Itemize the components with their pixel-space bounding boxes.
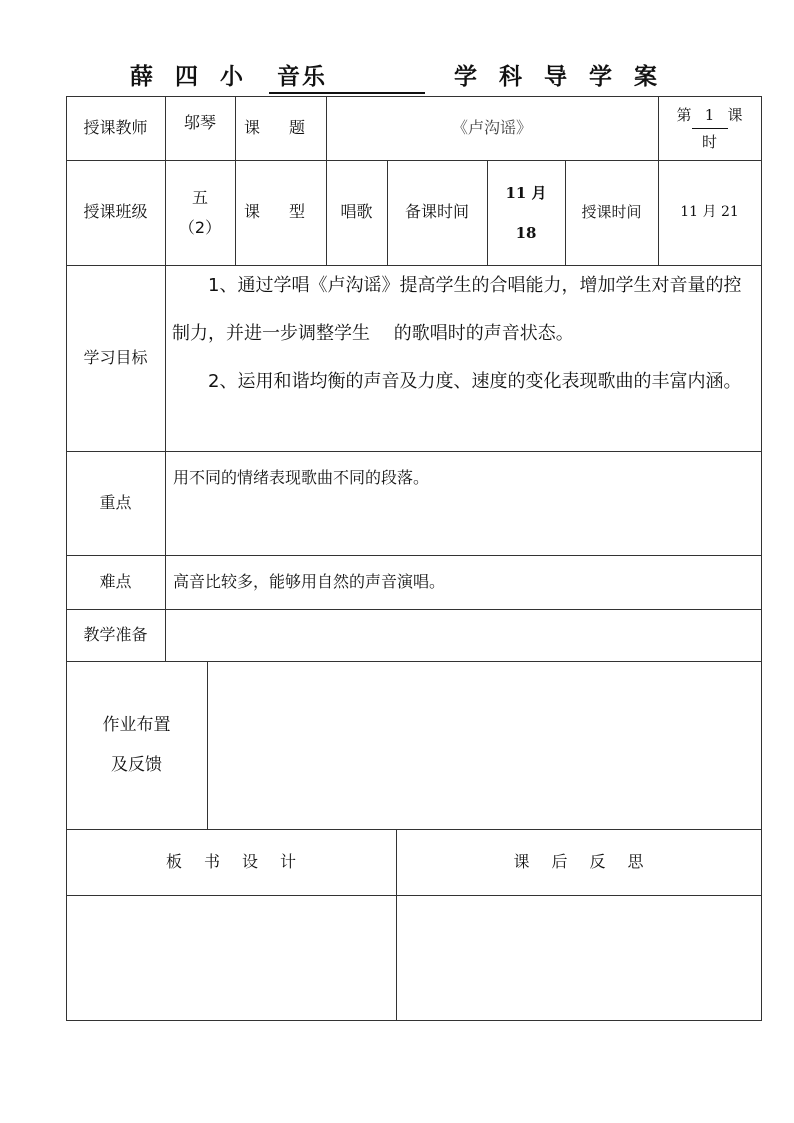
difficulty-value: 高音比较多，能够用自然的声音演唱。	[173, 571, 446, 591]
teacher-label: 授课教师	[83, 117, 148, 137]
teach-time-value: 11 月 21	[680, 203, 739, 220]
type-value: 唱歌	[340, 202, 373, 222]
lesson-count	[658, 96, 761, 160]
objectives-content	[172, 262, 750, 406]
table-border-right	[761, 96, 762, 1021]
topic-value: 《卢沟谣》	[451, 117, 532, 137]
lesson-count-line1	[676, 102, 742, 129]
table-border-bottom	[66, 1020, 762, 1021]
school-name: 薛 四 小	[129, 64, 250, 90]
lesson-suffix1: 课	[727, 105, 743, 124]
prep-time-day: 18	[515, 223, 537, 242]
homework-label-line2: 及反馈	[111, 755, 162, 775]
objective-item-1: 1、通过学唱《卢沟谣》提高学生的合唱能力，增加学生对音量的控制力，并进一步调整学生 的歌唱时的声音状态。	[172, 275, 742, 344]
prep-time-label: 备课时间	[404, 202, 469, 222]
teacher-value: 邬琴	[183, 113, 216, 132]
lesson-suffix2: 时	[701, 132, 717, 151]
homework-label	[66, 661, 207, 829]
class-value	[165, 160, 235, 265]
reflection-label: 课后反思	[513, 851, 666, 871]
column-rule	[207, 661, 208, 829]
lesson-prefix: 第	[676, 105, 692, 124]
prep-time-month: 11 月	[505, 183, 547, 202]
preparation-label: 教学准备	[83, 624, 148, 644]
subject-name: 音乐	[269, 58, 425, 94]
key-point-label: 重点	[99, 492, 132, 512]
title-suffix: 学 科 导 学 案	[454, 64, 665, 90]
objective-item-2: 2、运用和谐均衡的声音及力度、速度的变化表现歌曲的丰富内涵。	[208, 371, 742, 392]
preparation-value	[173, 609, 753, 661]
table-rule	[66, 451, 762, 452]
topic-label: 课 题	[243, 117, 318, 137]
board-design-label: 板书设计	[165, 851, 318, 871]
type-label: 课 型	[243, 202, 318, 222]
objectives-label: 学习目标	[83, 347, 148, 367]
difficulty-label: 难点	[99, 571, 132, 591]
key-point-value: 用不同的情绪表现歌曲不同的段落。	[173, 468, 430, 487]
homework-label-line1: 作业布置	[102, 715, 171, 735]
table-rule	[66, 895, 762, 896]
prep-time-value	[487, 160, 565, 265]
class-number: （2）	[178, 217, 222, 237]
class-grade: 五	[191, 187, 208, 207]
page-title	[0, 58, 794, 94]
class-label: 授课班级	[83, 202, 148, 222]
teach-time-label: 授课时间	[581, 203, 642, 221]
lesson-number: 1	[692, 102, 728, 129]
